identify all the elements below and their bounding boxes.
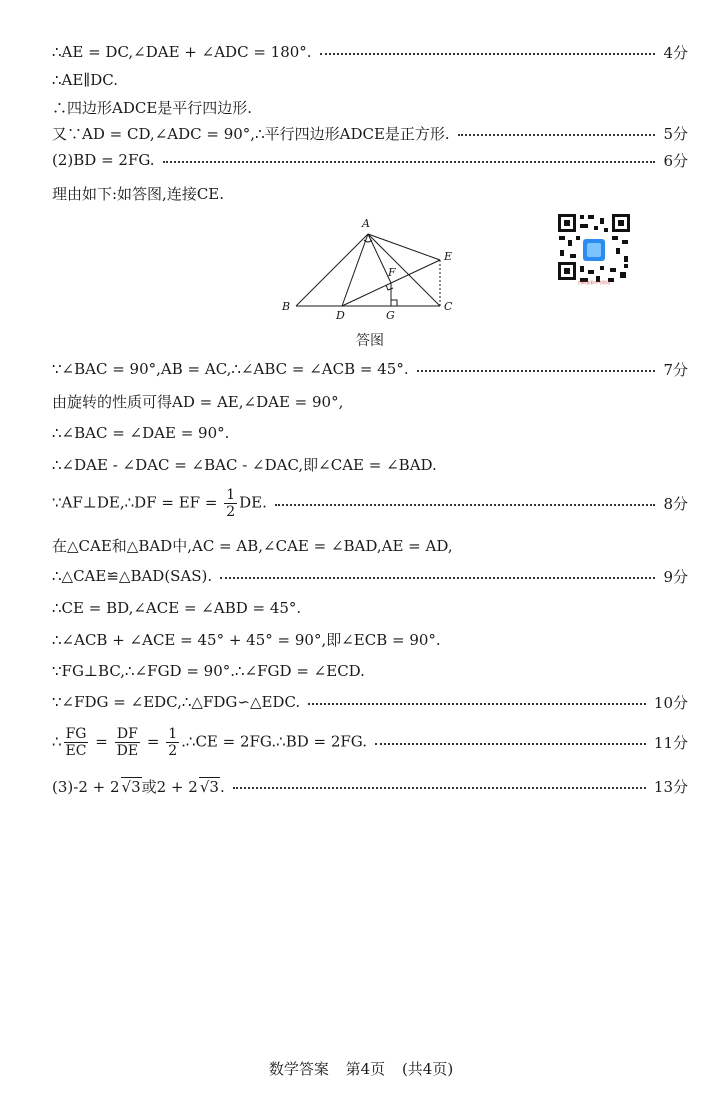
leader-dots	[417, 370, 656, 372]
segment-AC	[368, 234, 440, 306]
label-A: A	[362, 217, 370, 230]
right-angle-F	[386, 285, 393, 290]
answer-line-3: ∴四边形ADCE是平行四边形.	[52, 98, 253, 117]
segment-AB	[296, 234, 368, 306]
leader-dots	[233, 787, 646, 789]
answer-line-18: ∴ $\frac{FG}{EC}$ = $\frac{DF}{DE}$ = $\frac{1}{2}$ .∴CE = 2FG.∴BD = 2FG. 11分	[52, 725, 688, 759]
footer-page: 第4页	[345, 1060, 386, 1078]
figure-caption: 答图	[356, 333, 384, 349]
label-G: G	[386, 309, 395, 322]
leader-dots	[163, 161, 656, 163]
score-label: 6分	[663, 151, 688, 170]
score-label: 5分	[663, 124, 688, 143]
square-root: √3	[121, 777, 141, 796]
answer-line-14: ∴CE = BD,∠ACE = ∠ABD = 45°.	[52, 599, 302, 617]
right-angle-G	[391, 300, 397, 306]
answer-line-2: ∴AE∥DC.	[52, 71, 118, 89]
leader-dots	[458, 134, 656, 136]
answer-line-15: ∴∠ACB + ∠ACE = 45° + 45° = 90°,即∠ECB = 90°.	[52, 630, 441, 649]
qr-code	[556, 212, 632, 288]
square-root: √3	[199, 777, 219, 796]
fraction: $\frac{1}{2}$	[226, 486, 236, 520]
leader-dots	[220, 577, 655, 579]
answer-line-6: 理由如下:如答图,连接CE.	[52, 184, 225, 203]
leader-dots	[308, 703, 646, 705]
qr-caption: 扫码查看中考资讯	[578, 280, 610, 285]
answer-line-17: ∵∠FDG = ∠EDC,∴△FDG∽△EDC. 10分	[52, 693, 688, 712]
fraction: $\frac{DF}{DE}$	[116, 725, 139, 759]
answer-line-4: 又∵AD = CD,∠ADC = 90°,∴平行四边形ADCE是正方形. 5分	[52, 124, 688, 143]
score-label: 13分	[653, 777, 688, 796]
score-label: 4分	[663, 43, 688, 62]
score-label: 10分	[653, 693, 688, 712]
geometry-figure	[276, 212, 466, 322]
answer-line-5: (2)BD = 2FG. 6分	[52, 151, 688, 170]
label-F: F	[388, 266, 396, 279]
footer-total: (共4页)	[401, 1060, 454, 1078]
answer-line-16: ∵FG⊥BC,∴∠FGD = 90°.∴∠FGD = ∠ECD.	[52, 662, 365, 680]
score-label: 9分	[663, 567, 688, 586]
leader-dots	[375, 743, 646, 745]
answer-line-13: ∴△CAE≌△BAD(SAS). 9分	[52, 567, 688, 586]
answer-line-1: ∴AE = DC,∠DAE + ∠ADC = 180°. 4分	[52, 43, 688, 62]
footer-subject: 数学答案	[268, 1060, 329, 1078]
leader-dots	[275, 504, 656, 506]
answer-line-8: 由旋转的性质可得AD = AE,∠DAE = 90°,	[52, 392, 344, 411]
label-C: C	[444, 300, 453, 313]
answer-line-7: ∵∠BAC = 90°,AB = AC,∴∠ABC = ∠ACB = 45°. 7分	[52, 360, 688, 379]
answer-line-10: ∴∠DAE - ∠DAC = ∠BAC - ∠DAC,即∠CAE = ∠BAD.	[52, 455, 437, 474]
fraction: $\frac{FG}{EC}$	[65, 725, 87, 759]
leader-dots	[320, 53, 656, 55]
score-label: 8分	[663, 494, 688, 513]
answer-line-12: 在△CAE和△BAD中,AC = AB,∠CAE = ∠BAD,AE = AD,	[52, 536, 453, 555]
answer-line-11: ∵AF⊥DE,∴DF = EF = $\frac{1}{2}$ DE. 8分	[52, 486, 688, 520]
answer-line-9: ∴∠BAC = ∠DAE = 90°.	[52, 424, 230, 442]
label-E: E	[444, 250, 453, 263]
label-B: B	[282, 300, 291, 313]
label-D: D	[336, 309, 345, 322]
fraction: $\frac{1}{2}$	[168, 725, 178, 759]
answer-line-19: (3)-2 + 2 √3或2 + 2 √3. 13分	[52, 777, 688, 796]
score-label: 11分	[653, 733, 688, 752]
score-label: 7分	[663, 360, 688, 379]
page-footer	[0, 1058, 722, 1079]
